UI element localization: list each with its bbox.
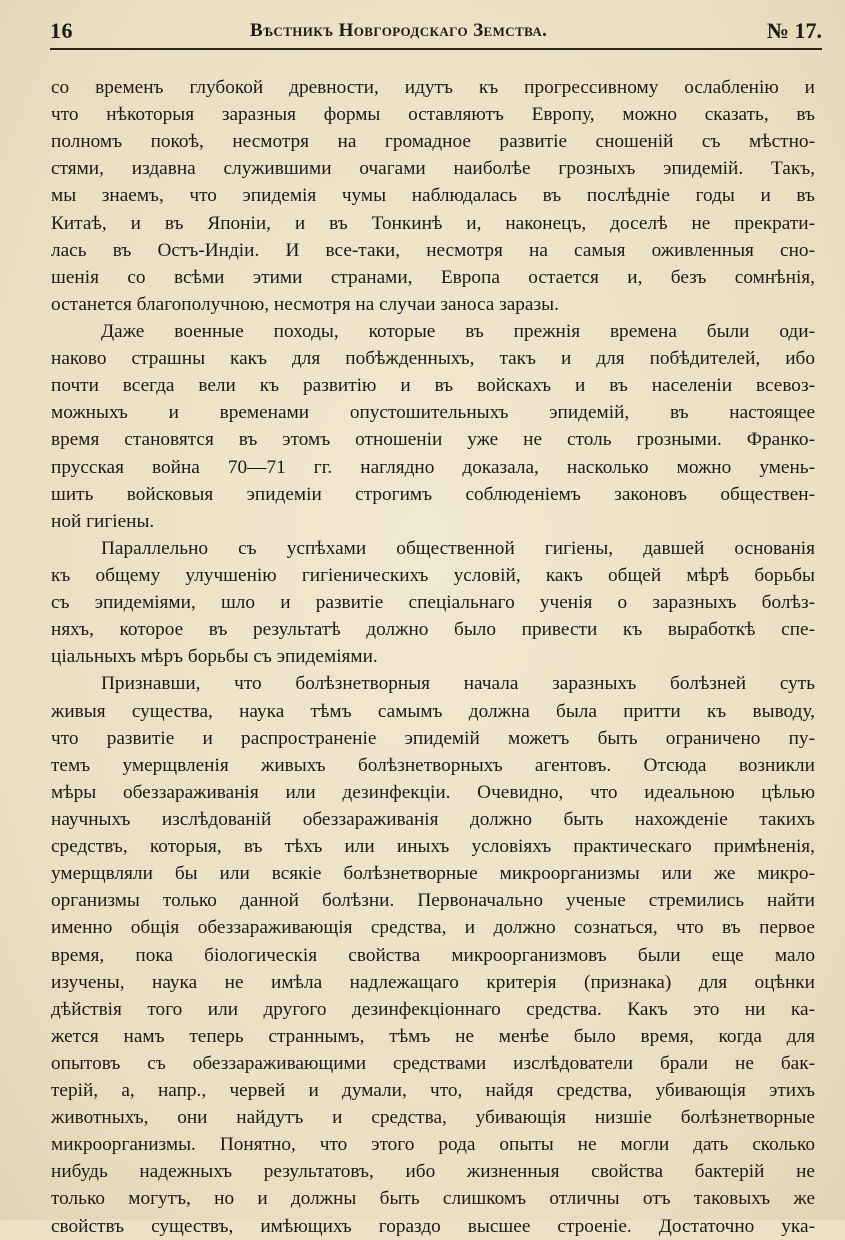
text-line: няхъ, которое въ результатѣ должно было привести къ выработкѣ спе- (51, 619, 815, 641)
text-line: мѣры обеззараживанія или дезинфекціи. Очевидно, что идеальною цѣлью (51, 781, 815, 803)
text-line: время становятся въ этомъ отношеніи уже не столь грозными. Франко- (51, 429, 815, 451)
text-line: Параллельно съ успѣхами общественной гигіены, давшей основанія (101, 537, 815, 559)
text-line: шить войсковыя эпидеміи строгимъ соблюденіемъ законовъ обществен- (51, 483, 815, 505)
text-line: что нѣкоторыя заразныя формы оставляютъ Европу, можно сказать, въ (51, 104, 815, 126)
text-line: со временъ глубокой древности, идутъ къ прогрессивному ослабленію и (51, 77, 815, 98)
text-line: останется благополучною, несмотря на случаи заноса заразы. (51, 293, 559, 315)
text-line: Даже военные походы, которые въ прежнія времена были оди- (101, 320, 815, 342)
text-line: свойствъ существъ, имѣющихъ гораздо высшее строеніе. Достаточно ука- (51, 1215, 815, 1237)
text-line: микроорганизмы. Понятно, что этого рода опыты не могли дать сколько (51, 1134, 815, 1156)
text-line: жется намъ теперь страннымъ, тѣмъ не менѣе было время, когда для (51, 1025, 815, 1047)
running-header (50, 18, 822, 52)
text-line: животныхъ, они найдутъ и средства, убивающія низшіе болѣзнетворные (51, 1107, 815, 1129)
text-line: организмы только данной болѣзни. Первоначально ученые стремились найти (51, 890, 815, 912)
text-line: ной гигіены. (51, 510, 155, 532)
text-line: средствъ, которыя, въ тѣхъ или иныхъ условіяхъ практическаго примѣненія, (51, 836, 815, 858)
text-line: мы знаемъ, что эпидемія чумы наблюдалась въ послѣдніе годы и въ (51, 185, 815, 207)
text-line: темъ умерщвленія живыхъ болѣзнетворныхъ агентовъ. Отсюда возникли (51, 754, 815, 776)
text-line: изучены, наука не имѣла надлежащаго критерія (признака) для оцѣнки (51, 971, 815, 993)
text-line: живыя существа, наука тѣмъ самымъ должна была притти къ выводу, (51, 700, 815, 722)
text-line: къ общему улучшенію гигіеническихъ условій, какъ общей мѣрѣ борьбы (51, 564, 815, 586)
text-line: дѣйствія того или другого дезинфекціоннаго средства. Какъ это ни ка- (51, 998, 815, 1020)
text-line: нибудь надежныхъ результатовъ, ибо жизненныя свойства бактерій не (51, 1161, 815, 1183)
body-text (51, 74, 815, 1240)
text-line: научныхъ изслѣдованій обеззараживанія должно быть нахожденіе такихъ (51, 808, 815, 830)
text-line: полномъ покоѣ, несмотря на громадное развитіе сношеній съ мѣстно- (51, 131, 815, 153)
journal-title: Вѣстникъ Новгородскаго Земства. (250, 20, 548, 41)
text-line: умерщвляли бы или всякіе болѣзнетворные микроорганизмы или же микро- (51, 863, 815, 885)
text-line: прусская война 70—71 гг. наглядно доказала, насколько можно умень- (51, 456, 815, 478)
page-number: 16 (50, 18, 73, 43)
text-line: ціальныхъ мѣръ борьбы съ эпидеміями. (51, 646, 378, 668)
text-line: наково страшны какъ для побѣжденныхъ, такъ и для побѣдителей, ибо (51, 348, 815, 370)
text-line: почти всегда вели къ развитію и въ войскахъ и въ населеніи всевоз- (51, 375, 815, 397)
text-line: только могутъ, но и должны быть слишкомъ отличны отъ таковыхъ же (51, 1188, 815, 1210)
text-line: опытовъ съ обеззараживающими средствами изслѣдователи брали не бак- (51, 1052, 815, 1074)
header-rule (50, 48, 822, 50)
text-line: именно общія обеззараживающія средства, и должно сознаться, что въ первое (51, 917, 815, 939)
text-line: терій, а, напр., червей и думали, что, найдя средства, убивающія этихъ (51, 1080, 815, 1102)
text-line: Признавши, что болѣзнетворныя начала заразныхъ болѣзней суть (101, 673, 815, 695)
text-line: лась въ Остъ-Индіи. И все-таки, несмотря на самыя оживленныя сно- (51, 239, 815, 261)
text-line: съ эпидеміями, шло и развитіе спеціальнаго ученія о заразныхъ болѣз- (51, 592, 815, 614)
issue-number: № 17. (766, 18, 822, 43)
text-line: Китаѣ, и въ Японіи, и въ Тонкинѣ и, наконецъ, доселѣ не прекрати- (51, 212, 815, 234)
text-line: стями, издавна служившими очагами наиболѣе грозныхъ эпидемій. Такъ, (51, 158, 815, 180)
text-line: можныхъ и временами опустошительныхъ эпидемій, въ настоящее (51, 402, 815, 424)
text-line: время, пока біологическія свойства микроорганизмовъ были еще мало (51, 944, 815, 966)
text-line: что развитіе и распространеніе эпидемій можетъ быть ограничено пу- (51, 727, 815, 749)
text-line: шенія со всѣми этими странами, Европа остается и, безъ сомнѣнія, (51, 266, 815, 288)
